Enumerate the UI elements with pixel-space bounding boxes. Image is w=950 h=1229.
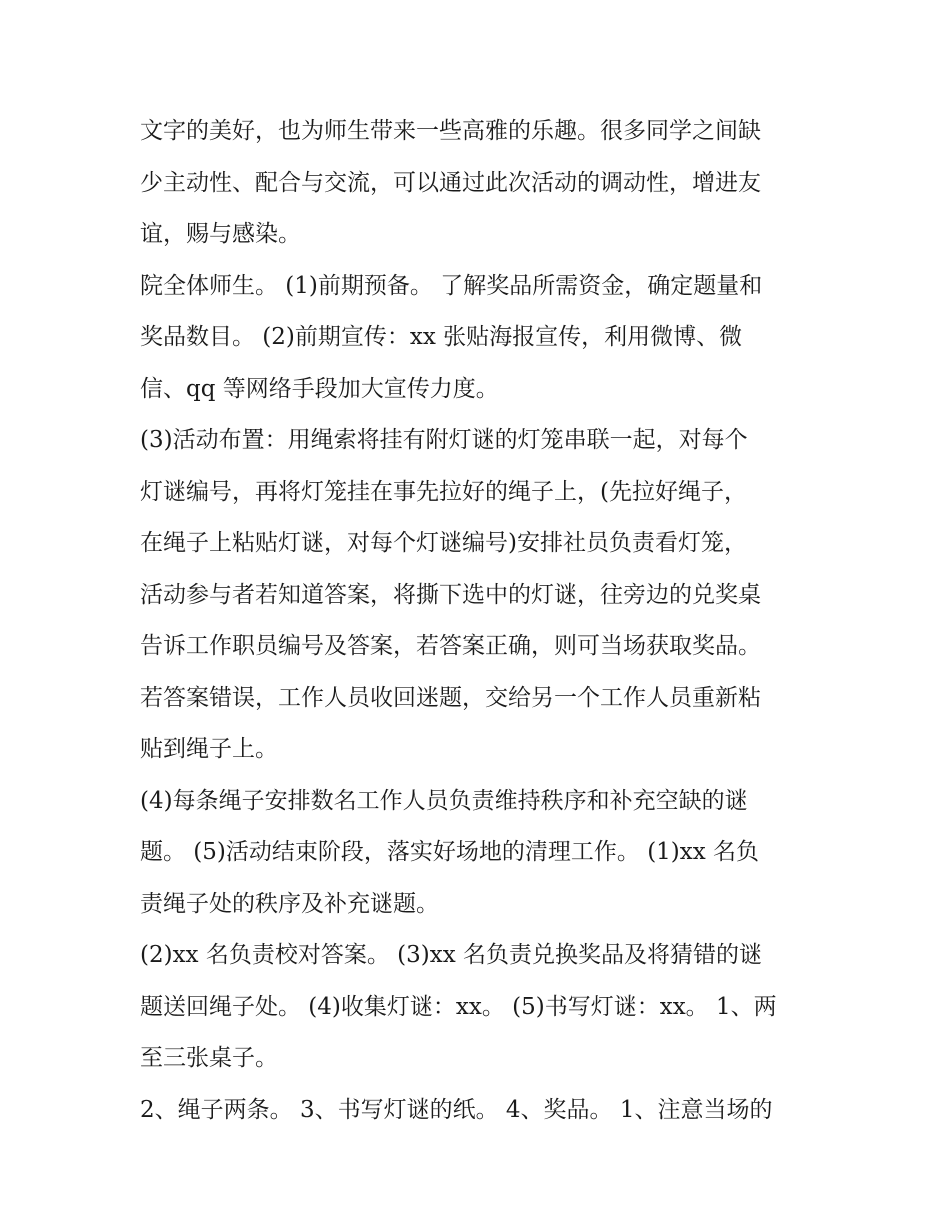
text-line: 院全体师生。 (1)前期预备。 了解奖品所需资金，确定题量和 <box>140 272 763 299</box>
text-line: (2)xx 名负责校对答案。 (3)xx 名负责兑换奖品及将猜错的谜 <box>140 942 762 968</box>
text-line: 贴到绳子上。 <box>140 736 278 762</box>
text-line: 活动参与者若知道答案，将撕下选中的灯谜，往旁边的兑奖桌 <box>140 581 761 608</box>
text-line: 告诉工作职员编号及答案，若答案正确，则可当场获取奖品。 <box>140 633 761 659</box>
text-line: 题送回绳子处。 (4)收集灯谜：xx。 (5)书写灯谜：xx。 1、两 <box>140 993 777 1020</box>
document-body <box>140 106 840 1136</box>
text-line: 若答案错误，工作人员收回迷题，交给另一个工作人员重新粘 <box>140 684 761 711</box>
text-line: 题。 (5)活动结束阶段，落实好场地的清理工作。 (1)xx 名负 <box>140 839 760 865</box>
text-line: 灯谜编号，再将灯笼挂在事先拉好的绳子上，(先拉好绳子， <box>140 478 747 505</box>
text-line: 文字的美好，也为师生带来一些高雅的乐趣。很多同学之间缺 <box>140 118 761 144</box>
text-line: 奖品数目。 (2)前期宣传：xx 张贴海报宣传，利用微博、微 <box>140 324 743 350</box>
text-line: 至三张桌子。 <box>140 1045 278 1071</box>
text-line: 2、绳子两条。 3、书写灯谜的纸。 4、奖品。 1、注意当场的 <box>140 1096 773 1123</box>
text-line: 在绳子上粘贴灯谜，对每个灯谜编号)安排社员负责看灯笼， <box>140 530 747 556</box>
text-line: 少主动性、配合与交流，可以通过此次活动的调动性，增进友 <box>140 169 761 196</box>
text-line: (3)活动布置：用绳索将挂有附灯谜的灯笼串联一起，对每个 <box>140 427 748 453</box>
text-line: 信、qq 等网络手段加大宣传力度。 <box>140 375 499 402</box>
text-line: 责绳子处的秩序及补充谜题。 <box>140 890 439 917</box>
text-line: (4)每条绳子安排数名工作人员负责维持秩序和补充空缺的谜 <box>140 787 748 814</box>
text-line: 谊，赐与感染。 <box>140 221 301 247</box>
